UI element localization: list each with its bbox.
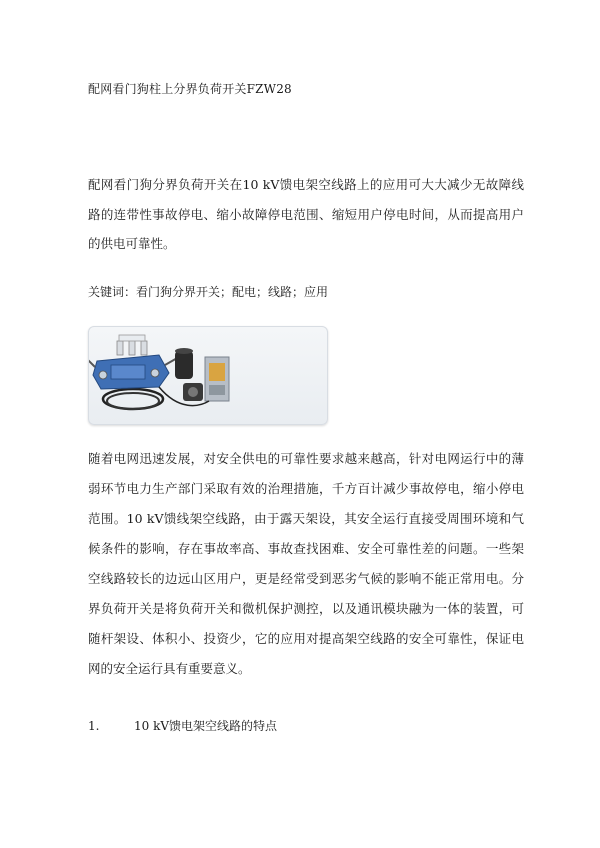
section-number: 1.: [88, 719, 100, 733]
product-figure: [88, 326, 328, 425]
body-paragraph: 随着电网迅速发展，对安全供电的可靠性要求越来越高，针对电网运行中的薄弱环节电力生产部门采取有效的治理措施，千方百计减少事故停电，缩小停电范围。10 kV馈线架空线路，由于露天架设，其安全运行直接受周围环境和气候条件的影响，存在事故率高、事故查找困难、安全可靠性差的问题。一些架空线路较长的边远山区用户，更是经常受到恶劣气候的影响不能正常用电。分界负荷开关是将负荷开关和微机保护测控，以及通讯模块融为一体的装置，可随杆架设、体积小、投资少，它的应用对提高架空线路的安全可靠性，保证电网的安全运行具有重要意义。: [88, 451, 524, 676]
document-title: 配网看门狗柱上分界负荷开关FZW28: [88, 82, 292, 96]
switchgear-product-icon: [89, 327, 327, 424]
keywords-line: 关键词：看门狗分界开关；配电；线路；应用: [88, 285, 329, 299]
section-title: 10 kV馈电架空线路的特点: [134, 719, 278, 733]
section-heading: [88, 717, 277, 734]
intro-paragraph: 配网看门狗分界负荷开关在10 kV馈电架空线路上的应用可大大减少无故障线路的连带性事故停电、缩小故障停电范围、缩短用户停电时间，从而提高用户的供电可靠性。: [88, 177, 524, 251]
